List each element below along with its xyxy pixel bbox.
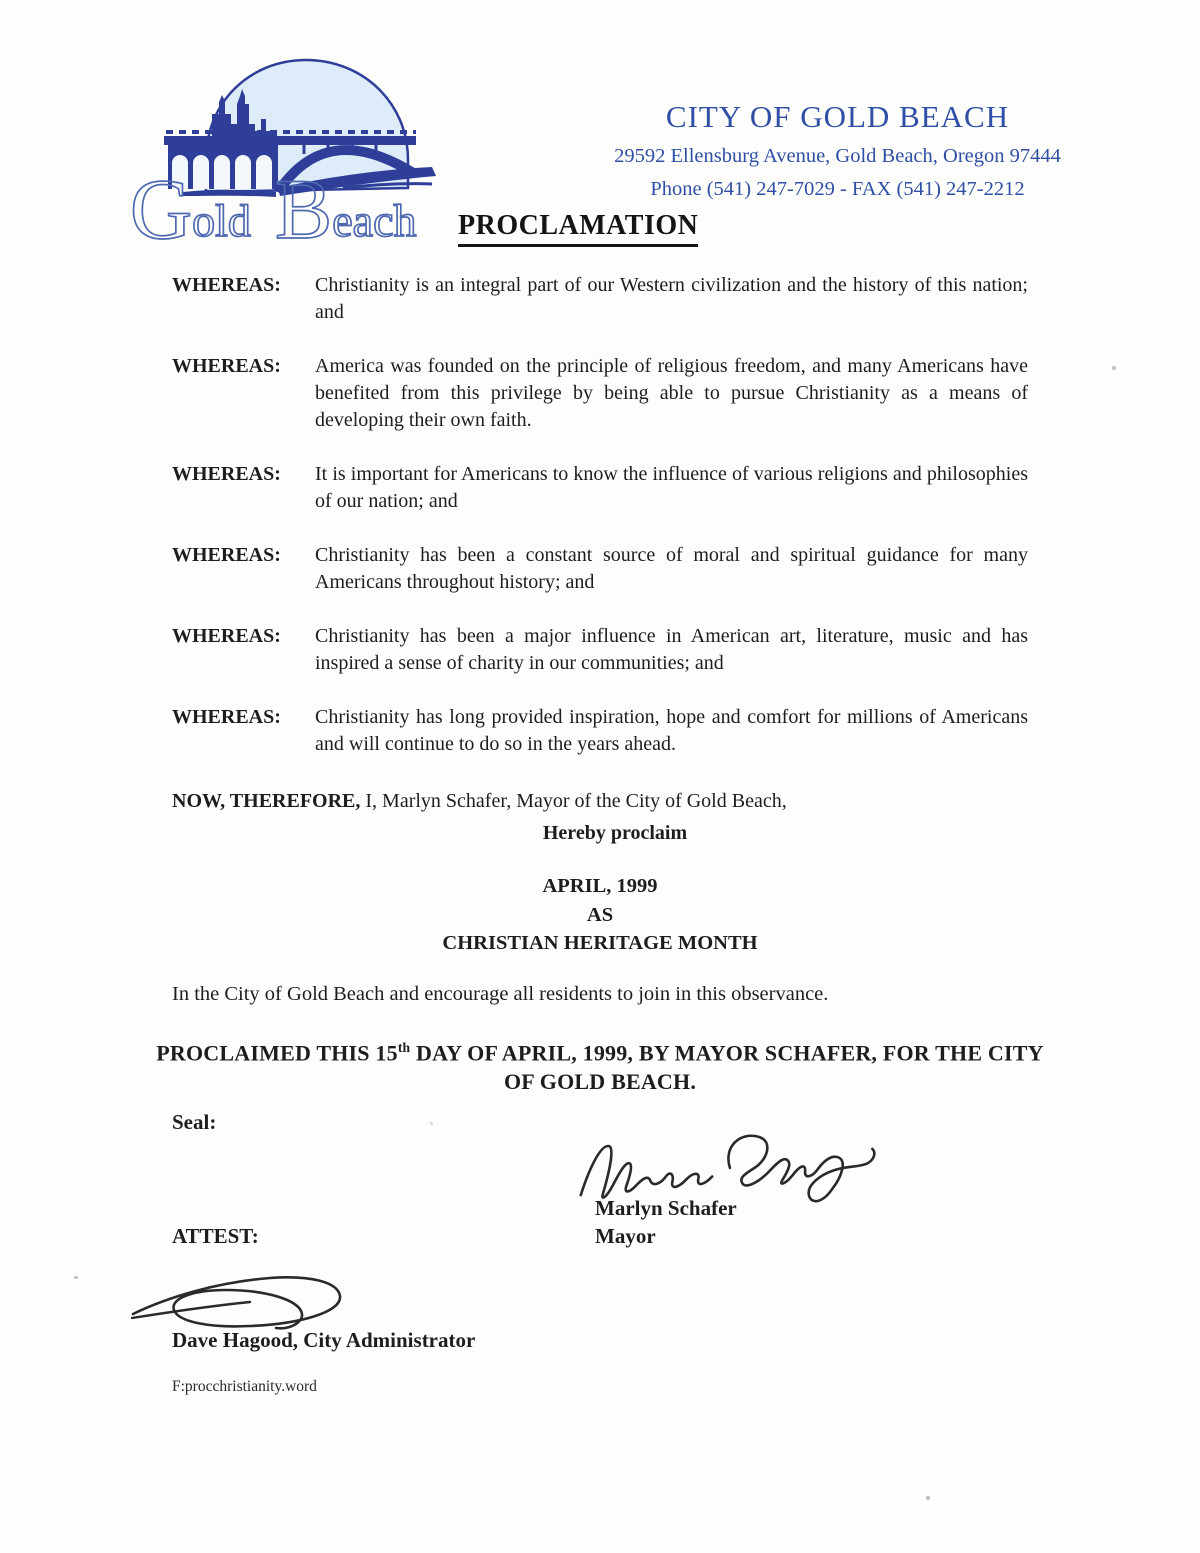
whereas-clause (172, 353, 1028, 434)
mayor-name: Marlyn Schafer (595, 1196, 737, 1220)
whereas-text: Christianity has been a major influence in American art, literature, music and has inspired a sense of charity in our communities; and (315, 625, 1028, 674)
whereas-label: WHEREAS: (172, 625, 281, 647)
whereas-label: WHEREAS: (172, 274, 281, 296)
whereas-clause (172, 461, 1028, 515)
logo-bridge-deck (164, 136, 416, 145)
therefore-bold: NOW, THEREFORE, (172, 790, 361, 812)
letterhead-city-name: CITY OF GOLD BEACH (665, 99, 1010, 134)
letterhead (605, 98, 1070, 204)
whereas-clauses (172, 272, 1028, 785)
logo-arch-cutout (235, 155, 251, 189)
mayor-title: Mayor (595, 1224, 656, 1248)
whereas-text: Christianity has been a constant source of moral and spiritual guidance for many Americans throughout history; and (315, 544, 1028, 593)
proclaimed-suffix: DAY OF APRIL, 1999, BY MAYOR SCHAFER, FOR THE CITY OF GOLD BEACH. (410, 1040, 1044, 1095)
whereas-label: WHEREAS: (172, 544, 281, 566)
proclaimed-prefix: PROCLAIMED THIS 15 (156, 1040, 398, 1066)
letterhead-address: 29592 Ellensburg Avenue, Gold Beach, Oregon 97444 (614, 145, 1061, 168)
whereas-text: America was founded on the principle of religious freedom, and many Americans have benefited from this privilege by being able to pursue Christianity as a means of developing their own faith. (315, 355, 1028, 431)
document-title: PROCLAMATION (458, 210, 698, 247)
heritage-month-line: CHRISTIAN HERITAGE MONTH (442, 932, 758, 954)
hereby-proclaim: Hereby proclaim (542, 822, 688, 844)
whereas-clause (172, 542, 1028, 596)
gold-beach-bridge-logo (128, 40, 446, 258)
whereas-text: It is important for Americans to know the influence of various religions and philosophies of our nation; and (315, 463, 1028, 512)
scan-speck (926, 1496, 930, 1500)
whereas-label: WHEREAS: (172, 706, 281, 728)
whereas-label: WHEREAS: (172, 355, 281, 377)
whereas-clause (172, 272, 1028, 326)
as-line: AS (586, 903, 614, 926)
logo-arch-cutout (193, 155, 209, 189)
administrator-name: Dave Hagood, City Administrator (172, 1328, 476, 1352)
scan-speck (430, 1122, 433, 1125)
ordinal-superscript: th (397, 1040, 411, 1055)
therefore-rest: I, Marlyn Schafer, Mayor of the City of Gold Beach, (360, 790, 787, 812)
scan-speck (1112, 366, 1116, 370)
logo-arch-cutout (256, 155, 272, 189)
whereas-text: Christianity is an integral part of our Western civilization and the history of this nation; and (315, 274, 1028, 323)
logo-wordmark: Gold Beach (130, 161, 417, 257)
attest-label: ATTEST: (172, 1224, 259, 1248)
letterhead-phone-fax: Phone (541) 247-7029 - FAX (541) 247-2212 (650, 177, 1025, 200)
seal-label: Seal: (172, 1110, 217, 1134)
month-line: APRIL, 1999 (542, 875, 658, 897)
proclaimed-statement (150, 1033, 1050, 1096)
whereas-text: Christianity has long provided inspiration, hope and comfort for millions of Americans and will continue to do so in the years ahead. (315, 706, 1028, 755)
observance-line: In the City of Gold Beach and encourage all residents to join in this observance. (172, 983, 829, 1005)
whereas-clause (172, 623, 1028, 677)
whereas-label: WHEREAS: (172, 463, 281, 485)
therefore-section (172, 788, 1028, 847)
scan-speck (74, 1276, 78, 1279)
proclaimed-month-section (172, 872, 1028, 958)
logo-arch-cutout (214, 155, 230, 189)
file-reference: F:procchristianity.word (172, 1378, 317, 1395)
therefore-line (172, 788, 1028, 815)
whereas-clause (172, 704, 1028, 758)
